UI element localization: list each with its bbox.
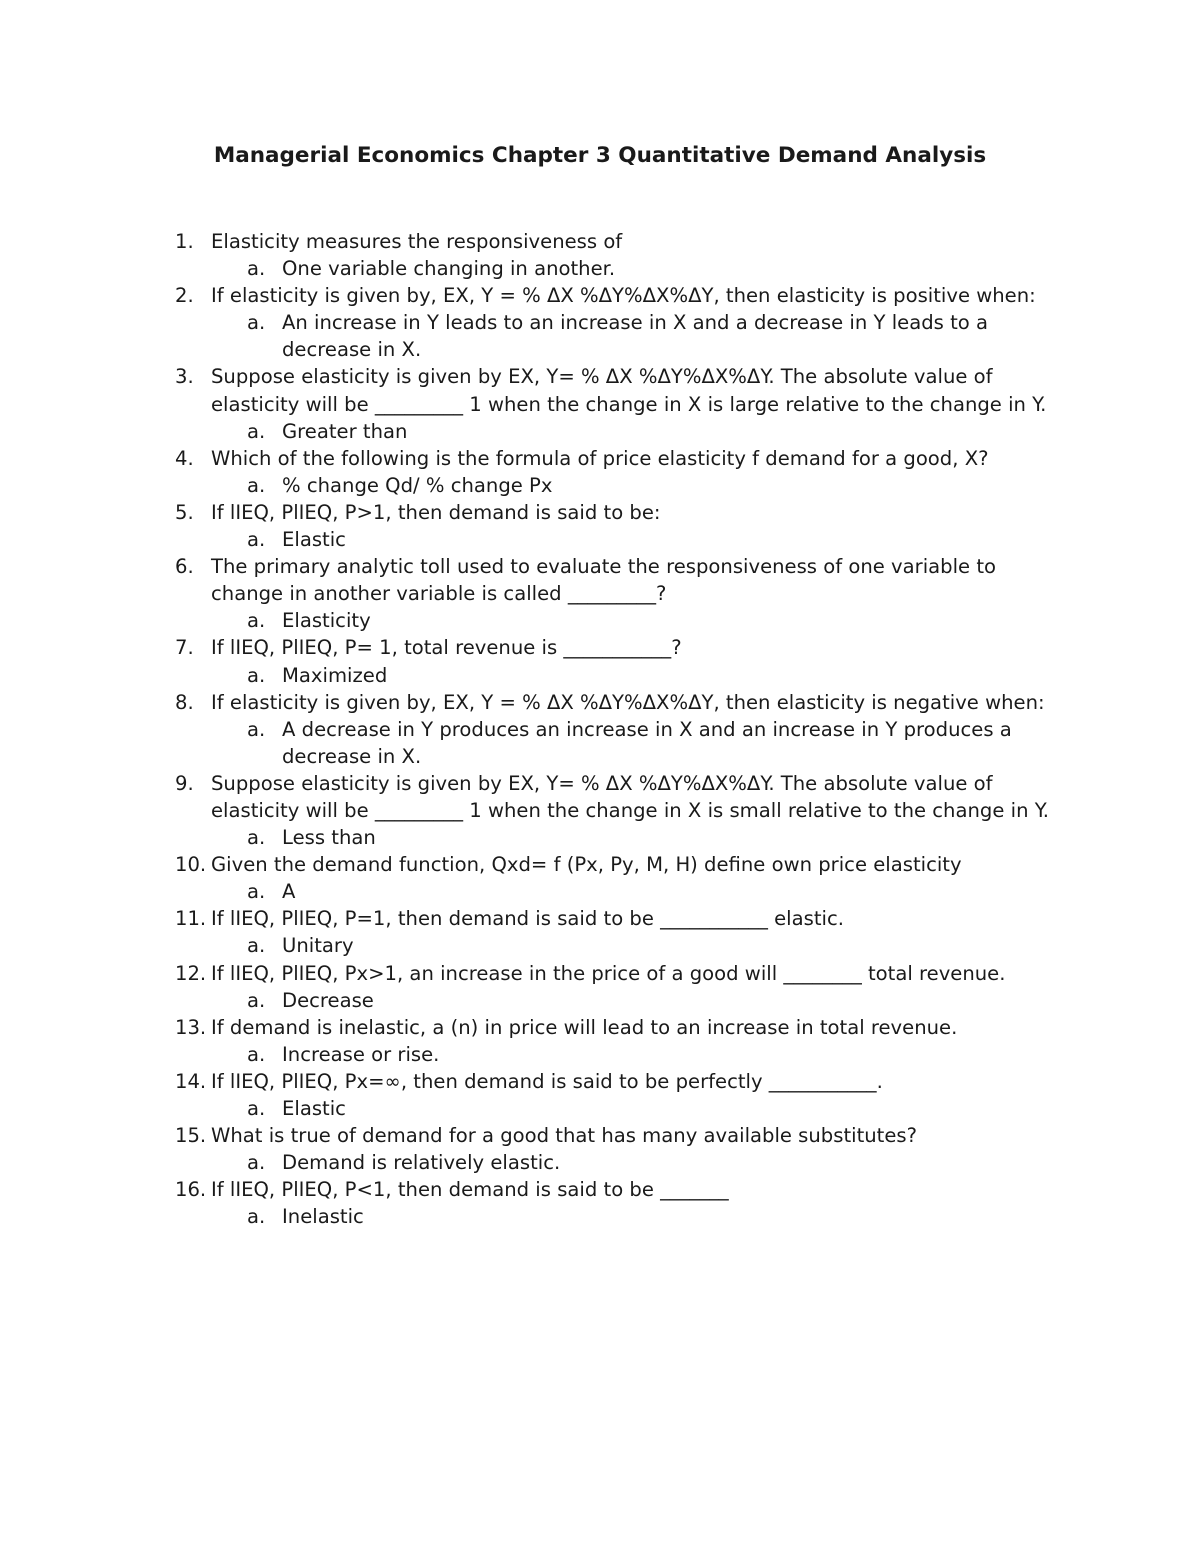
answer-text: One variable changing in another.	[282, 257, 616, 281]
question-number: 7.	[175, 636, 194, 660]
question-item	[175, 1176, 1065, 1203]
question-number: 15.	[175, 1124, 207, 1148]
answer-item	[175, 987, 1065, 1014]
answer-letter: a.	[247, 311, 266, 335]
answer-item	[175, 309, 1065, 363]
answer-item	[175, 1095, 1065, 1122]
question-number: 12.	[175, 961, 207, 985]
answer-letter: a.	[247, 717, 266, 741]
question-text: If lIEQ, PlIEQ, P=1, then demand is said to be ___________ elastic.	[211, 907, 844, 931]
question-text: If lIEQ, PlIEQ, P<1, then demand is said to be _______	[211, 1178, 729, 1202]
question-item	[175, 1014, 1065, 1041]
answer-text: Elasticity	[282, 609, 371, 633]
question-number: 5.	[175, 500, 194, 524]
answer-text: A decrease in Y produces an increase in X and an increase in Y produces a decrease in X.	[282, 717, 1012, 768]
answer-item	[175, 824, 1065, 851]
question-number: 9.	[175, 771, 194, 795]
answer-letter: a.	[247, 419, 266, 443]
question-item	[175, 445, 1065, 472]
answer-text: A	[282, 880, 296, 904]
answer-text: Decrease	[282, 988, 374, 1012]
question-number: 11.	[175, 907, 207, 931]
question-item	[175, 960, 1065, 987]
question-item	[175, 689, 1065, 716]
answer-letter: a.	[247, 988, 266, 1012]
answer-text: Increase or rise.	[282, 1042, 440, 1066]
question-number: 4.	[175, 446, 194, 470]
question-item	[175, 1068, 1065, 1095]
answer-letter: a.	[247, 473, 266, 497]
question-item	[175, 851, 1065, 878]
question-number: 10.	[175, 853, 207, 877]
question-item	[175, 770, 1065, 824]
answer-text: Demand is relatively elastic.	[282, 1151, 561, 1175]
answer-item	[175, 932, 1065, 959]
answer-text: Greater than	[282, 419, 408, 443]
question-text: Suppose elasticity is given by EX, Y= % ΔX %ΔY%ΔX%ΔY. The absolute value of elasticity will be _________ 1 when the change in X is small relative to the change in Y.	[211, 771, 1049, 822]
answer-item	[175, 1203, 1065, 1230]
answer-text: An increase in Y leads to an increase in X and a decrease in Y leads to a decrease in X.	[282, 311, 988, 362]
answer-letter: a.	[247, 528, 266, 552]
question-item	[175, 553, 1065, 607]
question-text: If elasticity is given by, EX, Y = % ΔX %ΔY%ΔX%ΔY, then elasticity is positive when:	[211, 284, 1036, 308]
question-item	[175, 228, 1065, 255]
question-number: 8.	[175, 690, 194, 714]
question-text: If lIEQ, PlIEQ, P= 1, total revenue is ___________?	[211, 636, 682, 660]
question-number: 6.	[175, 555, 194, 579]
answer-letter: a.	[247, 663, 266, 687]
question-text: Elasticity measures the responsiveness of	[211, 230, 623, 253]
answer-item	[175, 1041, 1065, 1068]
question-list	[175, 228, 1065, 1230]
answer-letter: a.	[247, 1042, 266, 1066]
answer-text: Elastic	[282, 528, 346, 552]
question-text: If lIEQ, PlIEQ, Px>1, an increase in the price of a good will ________ total revenue.	[211, 961, 1006, 985]
answer-text: Elastic	[282, 1097, 346, 1120]
question-number: 14.	[175, 1069, 207, 1093]
question-item	[175, 1122, 1065, 1149]
answer-text: % change Qd/ % change Px	[282, 473, 553, 497]
answer-item	[175, 526, 1065, 553]
answer-item	[175, 418, 1065, 445]
question-item	[175, 905, 1065, 932]
answer-text: Less than	[282, 826, 376, 850]
answer-letter: a.	[247, 257, 266, 281]
answer-item	[175, 716, 1065, 770]
question-number: 1.	[175, 230, 194, 253]
question-text: If demand is inelastic, a (n) in price will lead to an increase in total revenue.	[211, 1015, 958, 1039]
question-item	[175, 634, 1065, 661]
answer-item	[175, 662, 1065, 689]
answer-letter: a.	[247, 1097, 266, 1120]
answer-letter: a.	[247, 880, 266, 904]
question-text: The primary analytic toll used to evaluate the responsiveness of one variable to change in another variable is called _________?	[211, 555, 996, 606]
question-text: Given the demand function, Qxd= f (Px, Py, M, H) define own price elasticity	[211, 853, 962, 877]
question-number: 16.	[175, 1178, 207, 1202]
answer-text: Inelastic	[282, 1205, 364, 1229]
question-item	[175, 363, 1065, 417]
answer-item	[175, 1149, 1065, 1176]
question-text: If elasticity is given by, EX, Y = % ΔX %ΔY%ΔX%ΔY, then elasticity is negative when:	[211, 690, 1045, 714]
answer-text: Unitary	[282, 934, 354, 958]
question-text: If lIEQ, PlIEQ, P>1, then demand is said to be:	[211, 500, 661, 524]
answer-item	[175, 472, 1065, 499]
question-item	[175, 282, 1065, 309]
answer-letter: a.	[247, 1205, 266, 1229]
question-text: If lIEQ, PlIEQ, Px=∞, then demand is said to be perfectly ___________.	[211, 1069, 883, 1093]
question-text: Which of the following is the formula of price elasticity f demand for a good, X?	[211, 446, 989, 470]
question-number: 2.	[175, 284, 194, 308]
answer-item	[175, 255, 1065, 282]
question-number: 3.	[175, 365, 194, 389]
answer-item	[175, 878, 1065, 905]
question-number: 13.	[175, 1015, 207, 1039]
document-title: Managerial Economics Chapter 3 Quantitative Demand Analysis	[213, 143, 987, 168]
answer-letter: a.	[247, 609, 266, 633]
question-item	[175, 499, 1065, 526]
answer-text: Maximized	[282, 663, 388, 687]
answer-letter: a.	[247, 826, 266, 850]
question-text: What is true of demand for a good that has many available substitutes?	[211, 1124, 918, 1148]
answer-letter: a.	[247, 1151, 266, 1175]
answer-letter: a.	[247, 934, 266, 958]
answer-item	[175, 607, 1065, 634]
question-text: Suppose elasticity is given by EX, Y= % ΔX %ΔY%ΔX%ΔY. The absolute value of elasticity will be _________ 1 when the change in X is large relative to the change in Y.	[211, 365, 1047, 416]
